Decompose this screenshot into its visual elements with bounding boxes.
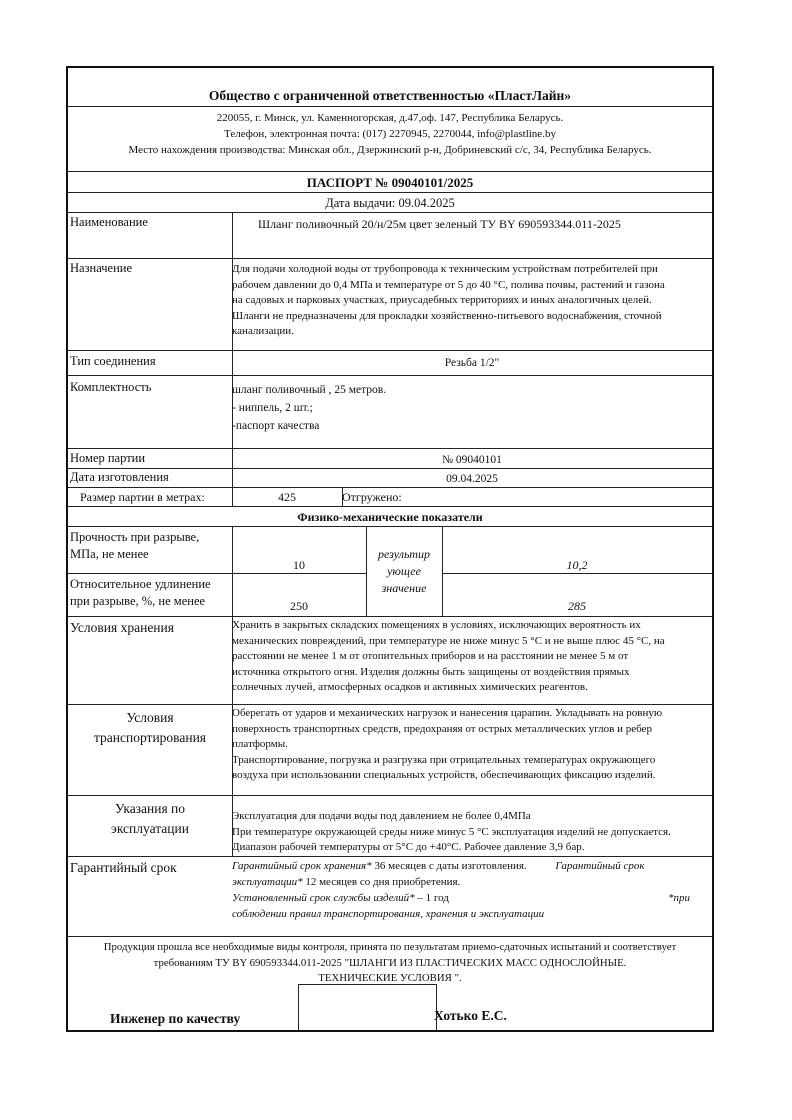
connection-value: Резьба 1/2"	[444, 357, 500, 369]
warranty-label: Гарантийный срок	[70, 860, 177, 875]
transport-text: Оберегать от ударов и механических нагрузок и нанесения царапин. Укладывать на ровную поверхность транспортных средств, предохраняя от острых металлических углов и ребер платформы. Транспортирование, погрузка и разгрузка при отрицательных температурах окружающего воздуха при использовании специальных устройств, обеспечивающих фиксацию изделий.	[232, 707, 663, 781]
divider	[68, 573, 366, 574]
column-divider	[442, 526, 443, 616]
strength-result: 10,2	[566, 558, 588, 572]
storage-label: Условия хранения	[70, 620, 174, 635]
operation-label: Указания по эксплуатации	[111, 801, 189, 836]
operation-text: Эксплуатация для подачи воды под давлением не более 0,4МПа При температуре окружающей среды ниже минус 5 °С эксплуатация изделий не допускается. Диапазон рабочей температуры от 5°С до +40°С. Рабочее давление 3,9 бар.	[232, 810, 671, 853]
connection-label: Тип соединения	[70, 354, 156, 368]
company-contacts: Телефон, электронная почта: (017) 2270945, 2270044, info@plastline.by	[224, 128, 556, 140]
divider	[68, 171, 712, 172]
divider	[68, 106, 712, 107]
manufacture-value: 09.04.2025	[446, 473, 498, 485]
divider	[442, 573, 712, 574]
divider	[68, 192, 712, 193]
divider	[68, 856, 712, 857]
divider	[68, 212, 712, 213]
elongation-result: 285	[568, 599, 586, 613]
warranty-text: Гарантийный срок хранения* 36 месяцев с даты изготовления. Гарантийный срок эксплуатации* 12 месяцев со дня приобретения. Установленный срок службы изделий* – 1 год *при соблюдении правил транспортирования, хранения и эксплуатации	[232, 860, 690, 920]
batch-size-value: 425	[278, 490, 296, 504]
divider	[68, 375, 712, 376]
elongation-label: Относительное удлинение при разрыве, %, не менее	[70, 577, 211, 608]
elongation-norm: 250	[290, 599, 308, 613]
column-divider	[342, 487, 343, 506]
passport-document	[66, 66, 714, 1032]
column-divider	[232, 526, 233, 856]
shipped-label: Отгружено:	[342, 490, 402, 504]
batch-value: № 09040101	[442, 454, 502, 466]
passport-title: ПАСПОРТ № 09040101/2025	[306, 175, 474, 190]
column-divider	[232, 212, 233, 506]
column-divider	[366, 526, 367, 616]
name-label: Наименование	[70, 215, 148, 229]
manufacture-label: Дата изготовления	[70, 470, 169, 484]
divider	[68, 795, 712, 796]
purpose-label: Назначение	[70, 261, 133, 275]
issue-date: Дата выдачи: 09.04.2025	[325, 196, 455, 210]
storage-text: Хранить в закрытых складских помещениях в условиях, исключающих вероятность их механических повреждений, при температуре не ниже минус 5 °С и не выше плюс 45 °С, на расстоянии не менее 1 м от отопительных приборов и на расстоянии не менее 5 м от источника открытого огня. Изделия должны быть защищены от воздействия прямых солнечных лучей, атмосферных осадков и активных химических реагентов.	[232, 619, 665, 693]
signature-name: Хотько Е.С.	[434, 1008, 507, 1023]
divider	[68, 506, 712, 507]
company-address: 220055, г. Минск, ул. Каменногорская, д.47,оф. 147, Республика Беларусь.	[216, 112, 564, 124]
conformity-text: Продукция прошла все необходимые виды контроля, принята по пезультатам приемо-сдаточных испытаний и соответствует требованиям ТУ BY 690593344.011-2025 "ШЛАНГИ ИЗ ПЛАСТИЧЕСКИХ МАСС ОДНОСЛОЙНЫЕ. ТЕХНИЧЕСКИЕ УСЛОВИЯ ".	[103, 941, 677, 984]
name-value: Шланг поливочный 20/н/25м цвет зеленый ТУ BY 690593344.011-2025	[258, 217, 621, 231]
divider	[68, 350, 712, 351]
result-label: результир ующее значение	[378, 547, 430, 595]
divider	[68, 616, 712, 617]
signature-role: Инженер по качеству	[110, 1011, 241, 1026]
divider	[298, 984, 299, 1030]
batch-label: Номер партии	[70, 451, 146, 465]
divider	[68, 258, 712, 259]
transport-label: Условия транспортирования	[93, 710, 207, 745]
divider	[68, 487, 712, 488]
batch-size-label: Размер партии в метрах:	[80, 490, 205, 504]
purpose-text: Для подачи холодной воды от трубопровода к техническим устройствам потребителей при рабочем давлении до 0,4 МПа и температуре от 5 до 40 °С, полива почвы, растений и газона на садовых и парковых участках, приусадебных территориях и иных аналогичных целей. Шланги не предназначены для прокладки хозяйственно-питьевого водоснабжения, сточной канализации.	[232, 263, 665, 337]
signature-box-top	[298, 984, 436, 985]
production-location: Место нахождения производства: Минская обл., Дзержинский р-н, Добриневский с/с, 34, Республика Беларусь.	[128, 144, 652, 156]
kit-list: шланг поливочный , 25 метров. - ниппель, 2 шт.; -паспорт качества	[232, 384, 387, 432]
divider	[68, 704, 712, 705]
divider	[68, 936, 712, 937]
kit-label: Комплектность	[70, 380, 152, 394]
divider	[68, 526, 712, 527]
strength-norm: 10	[293, 558, 305, 572]
physmech-title: Физико-механические показатели	[297, 510, 483, 524]
company-name: Общество с ограниченной ответственностью «ПластЛайн»	[208, 88, 572, 103]
divider	[68, 448, 712, 449]
strength-label: Прочность при разрыве, МПа, не менее	[70, 530, 200, 561]
